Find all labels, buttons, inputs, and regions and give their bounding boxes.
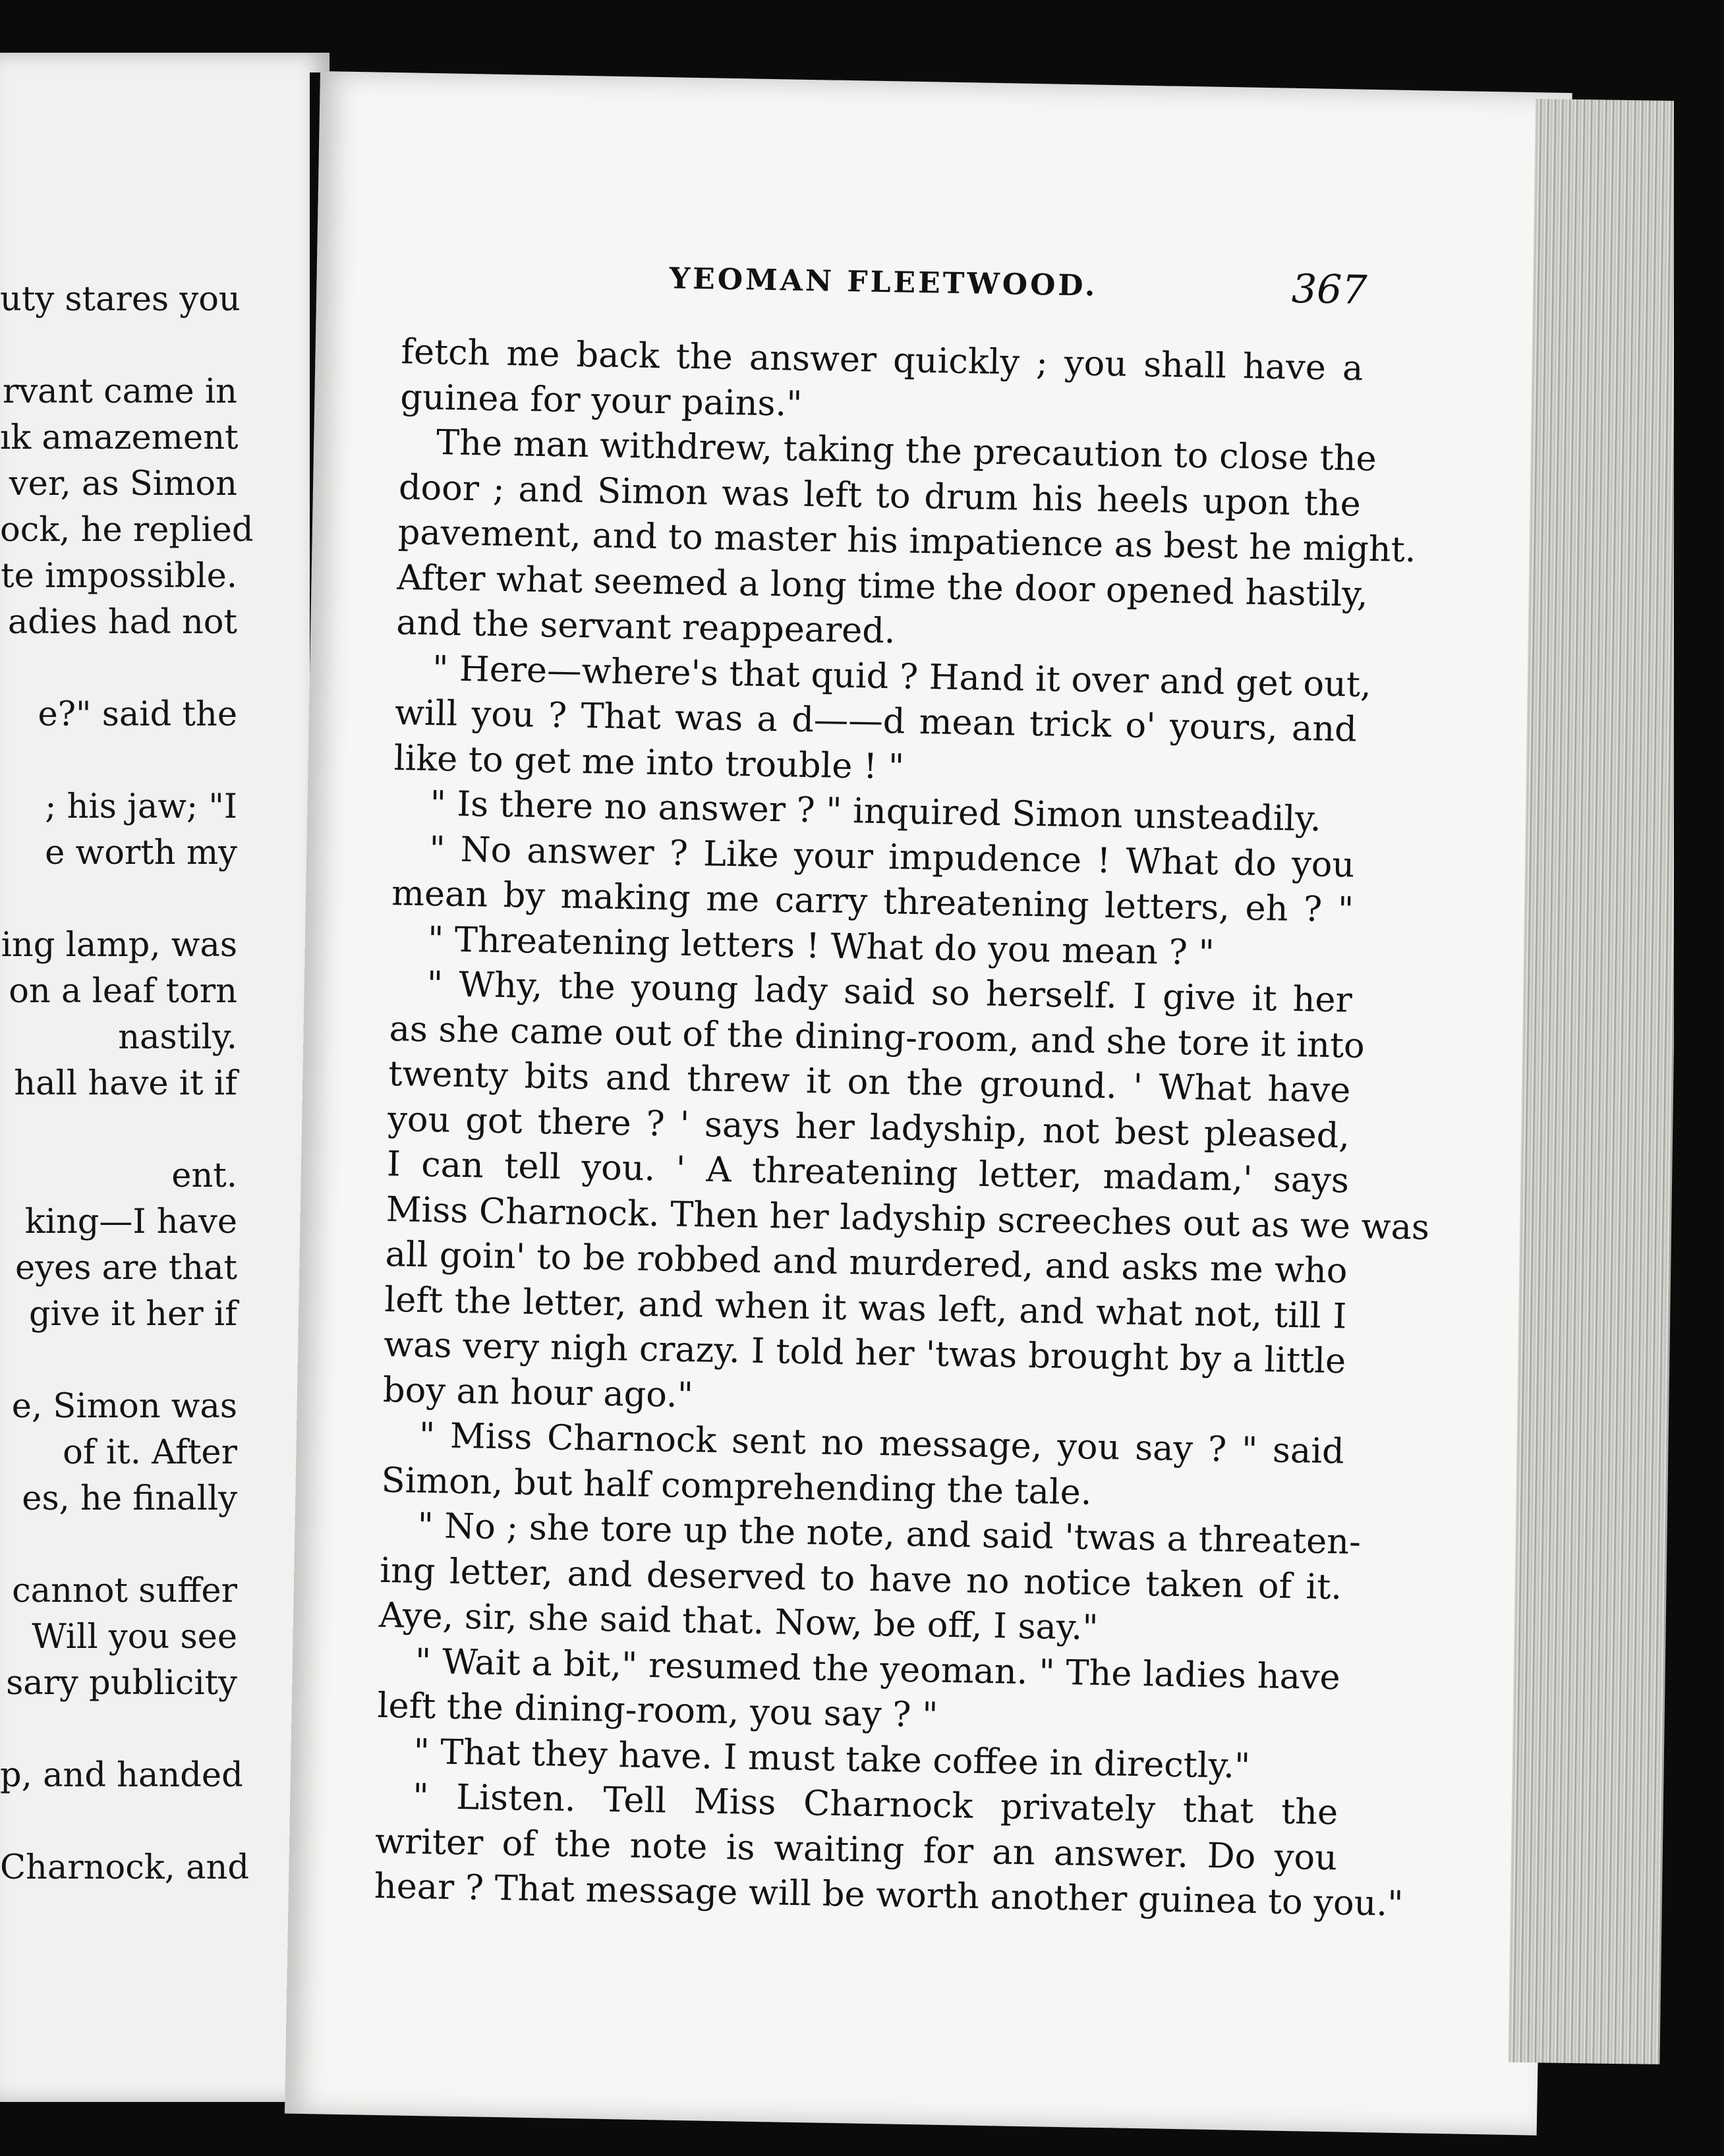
- text-line: all goin' to be robbed and murdered, and asks me who: [385, 1234, 1348, 1291]
- text-line: and the servant reappeared.: [395, 602, 896, 652]
- left-page-line: sary publicity: [6, 1664, 237, 1703]
- text-line: " Why, the young lady said so herself. I give it her: [426, 964, 1353, 1021]
- left-page-line: [0, 1107, 237, 1153]
- page-number: 367: [1291, 266, 1368, 314]
- text-line: as she came out of the dining-room, and she tore it into: [389, 1008, 1365, 1066]
- left-page-line: [0, 1522, 237, 1568]
- left-page-line: [0, 323, 237, 369]
- left-page-line: [0, 646, 237, 692]
- left-page-line: e?" said the: [38, 695, 237, 734]
- scan-border: [1674, 99, 1724, 2076]
- left-page-line: nastily.: [118, 1018, 237, 1057]
- left-page-line: ock, he replied: [0, 511, 254, 550]
- text-line: Aye, sir, she said that. Now, be off, I say.": [378, 1595, 1099, 1648]
- text-line: " Miss Charnock sent no message, you say ? " said: [418, 1415, 1345, 1472]
- text-line: you got there ? ' says her ladyship, not best pleased,: [387, 1098, 1350, 1156]
- text-line: like to get me into trouble ! ": [393, 737, 905, 787]
- page-edges: [1508, 99, 1687, 2064]
- left-page-line: Charnock, and: [0, 1848, 249, 1887]
- left-page: [0, 53, 330, 2102]
- text-line: " Listen. Tell Miss Charnock privately that the: [412, 1776, 1338, 1833]
- left-page-line: ent.: [171, 1156, 237, 1195]
- left-page-line: es, he finally: [22, 1479, 237, 1518]
- left-page-line: give it her if: [29, 1295, 237, 1334]
- left-page-line: king—I have: [24, 1203, 237, 1241]
- left-page-line: e, Simon was: [11, 1387, 237, 1426]
- text-line: Simon, but half comprehending the tale.: [381, 1460, 1093, 1513]
- text-line: hear ? That message will be worth another guinea to you.": [374, 1865, 1404, 1925]
- left-page-line: ; his jaw; "I: [45, 787, 237, 826]
- text-line: door ; and Simon was left to drum his heels upon the: [398, 467, 1362, 525]
- text-line: fetch me back the answer quickly ; you shall have a: [401, 331, 1364, 389]
- left-page-line: ing lamp, was: [1, 926, 237, 965]
- text-line: " That they have. I must take coffee in directly.": [413, 1731, 1251, 1786]
- text-line: writer of the note is waiting for an answer. Do you: [374, 1821, 1338, 1878]
- text-line: Miss Charnock. Then her ladyship screeches out as we was: [386, 1189, 1430, 1248]
- text-line: " Here—where's that quid ? Hand it over and get out,: [432, 648, 1372, 705]
- text-line: " No answer ? Like your impudence ! What do you: [428, 828, 1355, 886]
- text-line: " Wait a bit," resumed the yeoman. " The ladies have: [415, 1641, 1341, 1697]
- left-page-line: Will you see: [32, 1618, 237, 1657]
- text-line: I can tell you. ' A threatening letter, madam,' says: [386, 1144, 1350, 1201]
- page-body-text: [374, 329, 1430, 1926]
- left-page-line: [0, 738, 237, 784]
- left-page-line: p, and handed: [0, 1756, 243, 1795]
- left-page-line: [0, 1338, 237, 1384]
- text-line: The man withdrew, taking the precaution to close the: [436, 422, 1377, 480]
- left-page-line: te impossible.: [1, 557, 237, 596]
- text-line: ing letter, and deserved to have no notice taken of it.: [379, 1550, 1342, 1607]
- text-line: " Threatening letters ! What do you mean ? ": [427, 919, 1215, 973]
- text-line: left the letter, and when it was left, and what not, till I: [384, 1279, 1347, 1336]
- text-line: boy an hour ago.": [382, 1369, 694, 1415]
- left-page-line: [0, 1799, 237, 1845]
- text-line: twenty bits and threw it on the ground. ' What have: [388, 1054, 1351, 1111]
- text-line: " No ; she tore up the note, and said 'twas a threaten-: [417, 1505, 1362, 1562]
- left-page-line: hall have it if: [14, 1064, 237, 1103]
- left-page-line: [0, 1707, 237, 1753]
- left-page-line: ver, as Simon: [9, 465, 237, 503]
- left-page-line: of it. After: [63, 1433, 237, 1472]
- left-page-line: e worth my: [45, 834, 237, 872]
- right-page-content: [374, 178, 1430, 1926]
- running-head: YEOMAN FLEETWOOD.: [669, 262, 1098, 303]
- left-page-line: uty stares you: [0, 280, 241, 319]
- left-page-line: ık amazement: [0, 418, 239, 457]
- text-line: After what seemed a long time the door opened hastily,: [397, 557, 1369, 615]
- left-page-text: [0, 277, 254, 1891]
- text-line: guinea for your pains.": [399, 376, 803, 424]
- left-page-line: [0, 876, 237, 922]
- text-line: mean by making me carry threatening letters, eh ? ": [391, 873, 1354, 930]
- text-line: was very nigh crazy. I told her 'twas brought by a little: [383, 1324, 1346, 1382]
- text-line: will you ? That was a d——d mean trick o' yours, and: [394, 693, 1358, 750]
- text-line: pavement, and to master his impatience as best he might.: [397, 512, 1416, 571]
- text-line: " Is there no answer ? " inquired Simon unsteadily.: [430, 783, 1322, 839]
- page-header: [403, 178, 1368, 314]
- left-page-line: rvant came in: [2, 372, 237, 411]
- left-page-line: cannot suffer: [12, 1572, 237, 1610]
- left-page-line: on a leaf torn: [9, 972, 237, 1011]
- left-page-line: adies had not: [7, 603, 237, 642]
- right-page: [285, 71, 1572, 2136]
- left-page-line: eyes are that: [15, 1249, 237, 1288]
- text-line: left the dining-room, you say ? ": [377, 1685, 938, 1736]
